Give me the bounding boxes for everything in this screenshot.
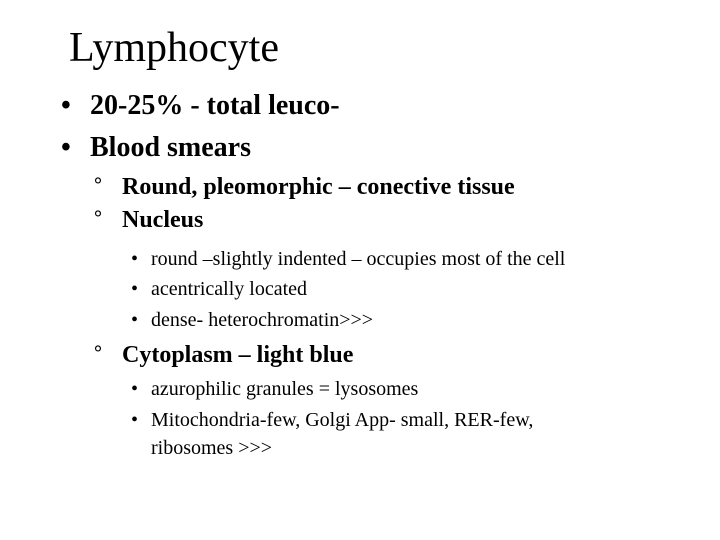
sub-bullet-text: Cytoplasm – light blue (122, 342, 354, 368)
bullet-text: Blood smears (90, 132, 251, 163)
small-dot-icon: • (131, 278, 139, 300)
circle-bullet-icon: ° (94, 207, 102, 229)
sub-bullet-text: Round, pleomorphic – conective tissue (122, 174, 515, 200)
bullet-dot-icon: • (61, 132, 71, 163)
sub-bullet-text: Nucleus (122, 207, 204, 233)
circle-bullet-icon: ° (94, 174, 102, 196)
bullet-text: 20-25% - total leuco- (90, 90, 340, 121)
detail-bullet-text: Mitochondria-few, Golgi App- small, RER-few, (151, 409, 534, 431)
small-dot-icon: • (131, 248, 139, 270)
bullet-dot-icon: • (61, 90, 71, 121)
circle-bullet-icon: ° (94, 342, 102, 364)
slide-title: Lymphocyte (69, 25, 279, 71)
detail-bullet-text: dense- heterochromatin>>> (151, 309, 374, 331)
small-dot-icon: • (131, 409, 139, 431)
detail-bullet-text: azurophilic granules = lysosomes (151, 378, 419, 400)
detail-bullet-text: acentrically located (151, 278, 308, 300)
detail-bullet-text: round –slightly indented – occupies most of the cell (151, 248, 566, 270)
detail-bullet-text: ribosomes >>> (151, 437, 273, 459)
small-dot-icon: • (131, 378, 139, 400)
small-dot-icon: • (131, 309, 139, 331)
